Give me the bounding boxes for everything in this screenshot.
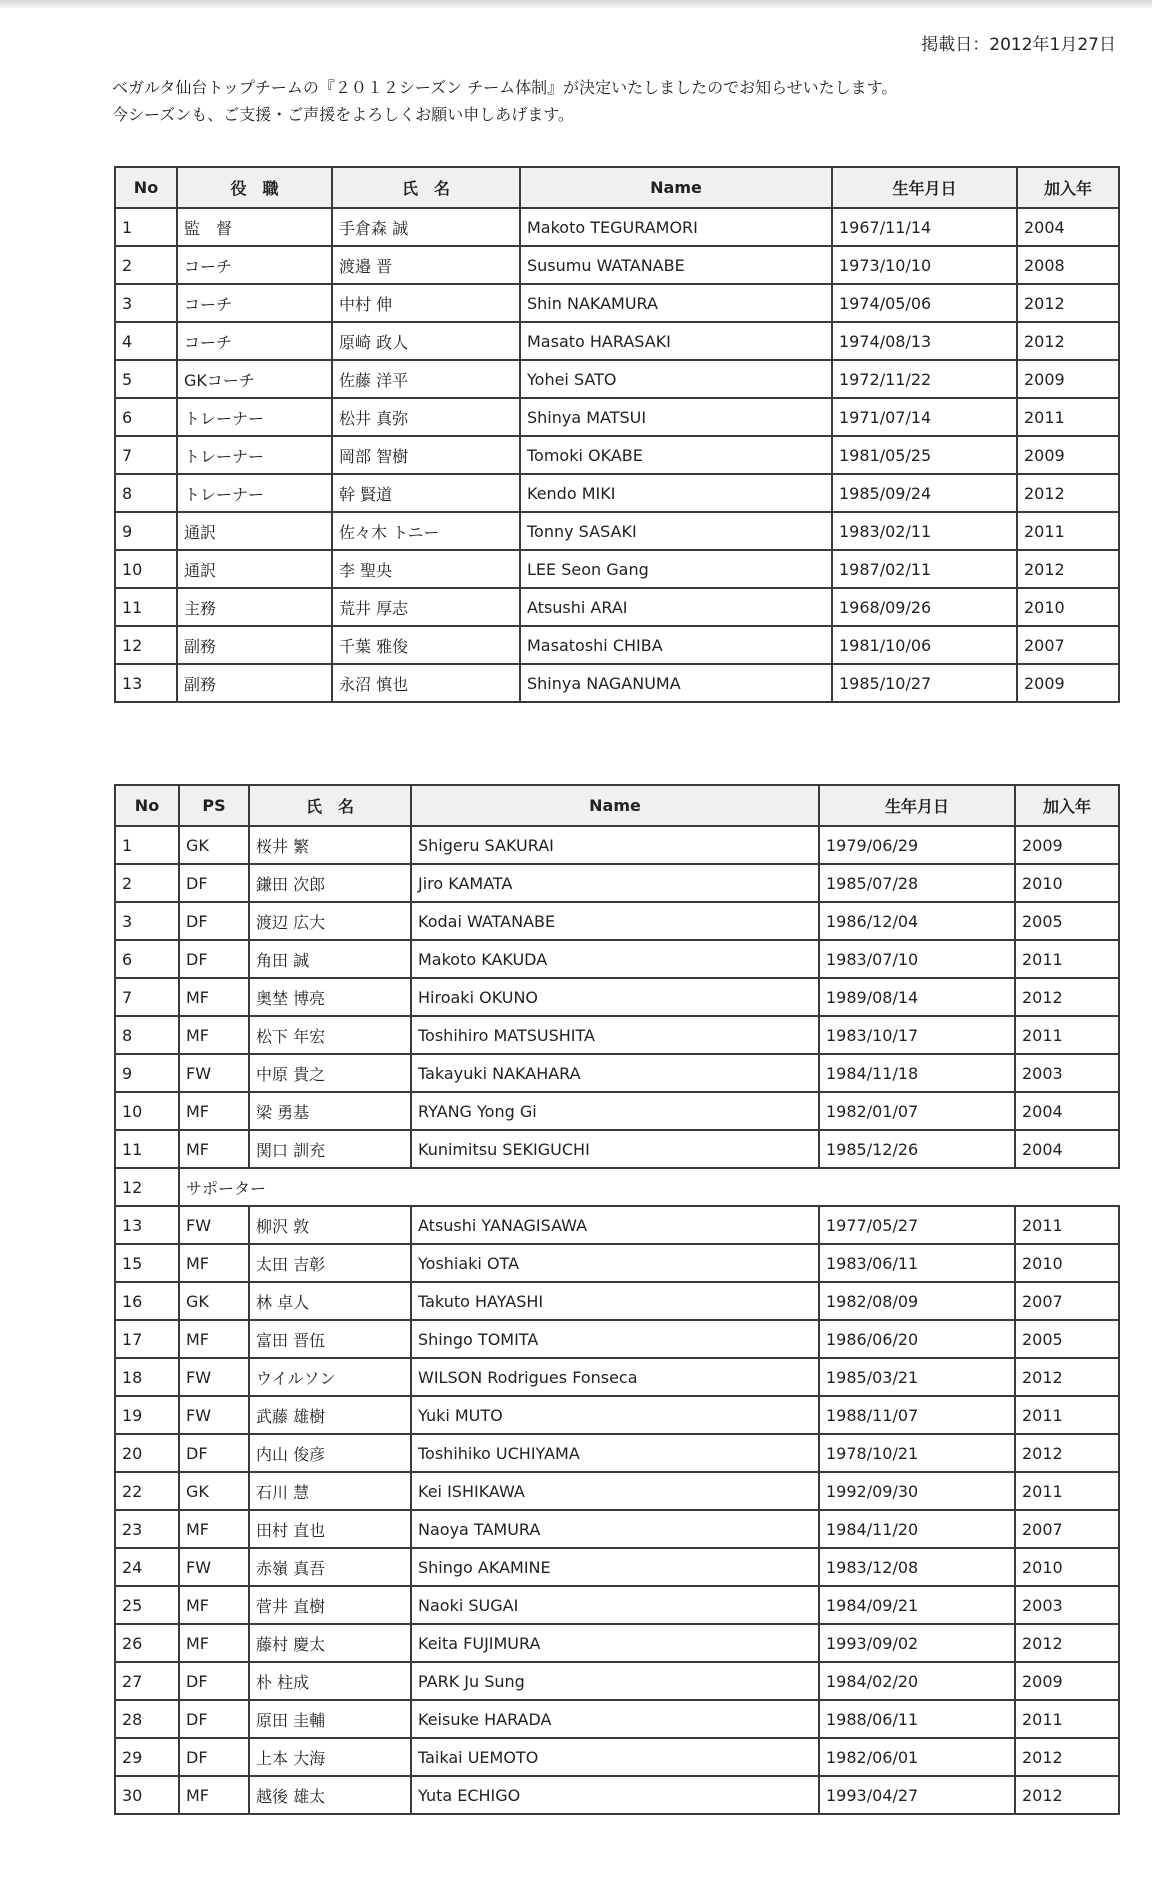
table-cell: MF [179,1776,249,1814]
table-cell: FW [179,1206,249,1244]
table-cell: Makoto KAKUDA [411,940,819,978]
table-cell: 2011 [1017,398,1119,436]
table-cell: 2003 [1015,1054,1119,1092]
table-row [115,1700,1119,1738]
table-cell: 1984/11/18 [819,1054,1015,1092]
table-row [115,1054,1119,1092]
table-cell: DF [179,902,249,940]
table-cell: MF [179,1320,249,1358]
table-cell: 10 [115,550,177,588]
table-cell: 原崎 政人 [332,322,520,360]
table-cell: DF [179,940,249,978]
table-cell: Shingo TOMITA [411,1320,819,1358]
table-cell: 2007 [1015,1282,1119,1320]
table-cell: 1977/05/27 [819,1206,1015,1244]
table-cell: 2010 [1015,1244,1119,1282]
table-cell: 2008 [1017,246,1119,284]
table-cell: Taikai UEMOTO [411,1738,819,1776]
column-header: PS [179,785,249,826]
table-cell: Toshihiro MATSUSHITA [411,1016,819,1054]
table-cell: 鎌田 次郎 [249,864,411,902]
table-cell: 副務 [177,664,332,702]
table-cell: 29 [115,1738,179,1776]
table-cell: Hiroaki OKUNO [411,978,819,1016]
table-cell: 1985/03/21 [819,1358,1015,1396]
table-cell: 7 [115,978,179,1016]
table-cell: 2 [115,864,179,902]
table-cell: 13 [115,664,177,702]
table-cell: Toshihiko UCHIYAMA [411,1434,819,1472]
table-cell: 2005 [1015,1320,1119,1358]
table-cell: 赤嶺 真吾 [249,1548,411,1586]
table-cell: Tomoki OKABE [520,436,832,474]
column-header: 役 職 [177,167,332,208]
intro-text [112,74,897,128]
staff-table-body [115,208,1119,702]
table-cell: 2009 [1015,826,1119,864]
table-cell: Atsushi YANAGISAWA [411,1206,819,1244]
table-cell: Yohei SATO [520,360,832,398]
table-cell: 22 [115,1472,179,1510]
table-row [115,902,1119,940]
players-header-row [115,785,1119,826]
table-row [115,360,1119,398]
table-cell: Jiro KAMATA [411,864,819,902]
table-cell: 24 [115,1548,179,1586]
table-cell: 1972/11/22 [832,360,1017,398]
table-cell: Tonny SASAKI [520,512,832,550]
table-cell: 1993/04/27 [819,1776,1015,1814]
table-cell: LEE Seon Gang [520,550,832,588]
table-cell: 1983/07/10 [819,940,1015,978]
table-cell: 12 [115,626,177,664]
table-cell: 3 [115,902,179,940]
table-cell: 越後 雄太 [249,1776,411,1814]
table-cell: 1985/07/28 [819,864,1015,902]
table-cell: 1984/09/21 [819,1586,1015,1624]
table-cell: 2009 [1015,1662,1119,1700]
table-cell: サポーター [179,1168,1119,1206]
table-cell: 朴 柱成 [249,1662,411,1700]
table-cell: 1993/09/02 [819,1624,1015,1662]
staff-table [114,166,1120,703]
staff-header-row [115,167,1119,208]
table-cell: 2010 [1015,864,1119,902]
table-cell: 桜井 繁 [249,826,411,864]
table-cell: 1978/10/21 [819,1434,1015,1472]
table-cell: コーチ [177,322,332,360]
table-cell: トレーナー [177,436,332,474]
table-cell: Masato HARASAKI [520,322,832,360]
table-cell: DF [179,1738,249,1776]
table-cell: 6 [115,940,179,978]
table-cell: トレーナー [177,398,332,436]
table-cell: Shinya MATSUI [520,398,832,436]
table-cell: 1971/07/14 [832,398,1017,436]
table-row [115,1662,1119,1700]
table-cell: トレーナー [177,474,332,512]
table-cell: コーチ [177,284,332,322]
table-row [115,1510,1119,1548]
table-cell: 2005 [1015,902,1119,940]
table-cell: 武藤 雄樹 [249,1396,411,1434]
table-cell: 通訳 [177,550,332,588]
table-cell: 9 [115,512,177,550]
table-cell: MF [179,1510,249,1548]
table-row [115,512,1119,550]
table-cell: 1974/08/13 [832,322,1017,360]
table-cell: 30 [115,1776,179,1814]
table-row [115,322,1119,360]
table-cell: 奥埜 博亮 [249,978,411,1016]
table-cell: 中村 伸 [332,284,520,322]
table-row [115,1320,1119,1358]
table-cell: 2012 [1015,1776,1119,1814]
table-cell: 1984/02/20 [819,1662,1015,1700]
table-cell: 1987/02/11 [832,550,1017,588]
players-table-body [115,826,1119,1814]
table-cell: MF [179,1092,249,1130]
table-row [115,1358,1119,1396]
table-cell: 27 [115,1662,179,1700]
table-cell: WILSON Rodrigues Fonseca [411,1358,819,1396]
table-cell: 5 [115,360,177,398]
table-cell: DF [179,864,249,902]
table-cell: 2003 [1015,1586,1119,1624]
table-row [115,1396,1119,1434]
table-row [115,588,1119,626]
table-cell: Kodai WATANABE [411,902,819,940]
table-cell: GKコーチ [177,360,332,398]
table-cell: FW [179,1358,249,1396]
table-cell: Shigeru SAKURAI [411,826,819,864]
column-header: Name [411,785,819,826]
table-cell: 永沼 慎也 [332,664,520,702]
table-cell: 李 聖央 [332,550,520,588]
table-cell: RYANG Yong Gi [411,1092,819,1130]
table-cell: 2012 [1015,1624,1119,1662]
table-cell: MF [179,1624,249,1662]
table-cell: 2012 [1017,284,1119,322]
table-cell: Shinya NAGANUMA [520,664,832,702]
table-cell: 4 [115,322,177,360]
table-cell: 主務 [177,588,332,626]
table-row [115,1548,1119,1586]
table-cell: 1979/06/29 [819,826,1015,864]
table-cell: 12 [115,1168,179,1206]
table-row [115,664,1119,702]
table-cell: MF [179,1130,249,1168]
table-cell: 関口 訓充 [249,1130,411,1168]
table-cell: 林 卓人 [249,1282,411,1320]
table-cell: 2004 [1015,1130,1119,1168]
table-cell: 2012 [1017,322,1119,360]
table-cell: 2011 [1015,1472,1119,1510]
table-row [115,626,1119,664]
table-cell: 2012 [1015,1738,1119,1776]
table-cell: 1985/10/27 [832,664,1017,702]
table-cell: 中原 貴之 [249,1054,411,1092]
table-cell: Keita FUJIMURA [411,1624,819,1662]
table-cell: 太田 吉彰 [249,1244,411,1282]
table-cell: 11 [115,1130,179,1168]
table-cell: 1983/06/11 [819,1244,1015,1282]
table-cell: 2009 [1017,360,1119,398]
column-header: 生年月日 [832,167,1017,208]
column-header: Name [520,167,832,208]
column-header: No [115,785,179,826]
table-cell: Kendo MIKI [520,474,832,512]
table-cell: MF [179,978,249,1016]
table-cell: 梁 勇基 [249,1092,411,1130]
table-cell: 2011 [1015,1016,1119,1054]
table-row [115,436,1119,474]
table-cell: PARK Ju Sung [411,1662,819,1700]
table-cell: 副務 [177,626,332,664]
table-row [115,1244,1119,1282]
table-cell: Yuta ECHIGO [411,1776,819,1814]
table-cell: 藤村 慶太 [249,1624,411,1662]
table-cell: 佐々木 トニー [332,512,520,550]
table-row [115,1586,1119,1624]
table-cell: DF [179,1700,249,1738]
table-cell: FW [179,1396,249,1434]
table-cell: Makoto TEGURAMORI [520,208,832,246]
table-cell: 角田 誠 [249,940,411,978]
table-cell: 石川 慧 [249,1472,411,1510]
table-cell: Takayuki NAKAHARA [411,1054,819,1092]
table-cell: 16 [115,1282,179,1320]
table-cell: 2009 [1017,436,1119,474]
table-cell: 1992/09/30 [819,1472,1015,1510]
table-cell: 1968/09/26 [832,588,1017,626]
table-cell: 松井 真弥 [332,398,520,436]
table-cell: Keisuke HARADA [411,1700,819,1738]
table-cell: 上本 大海 [249,1738,411,1776]
table-cell: FW [179,1548,249,1586]
table-cell: 手倉森 誠 [332,208,520,246]
table-cell: 2012 [1017,474,1119,512]
table-cell: 1989/08/14 [819,978,1015,1016]
table-row [115,1282,1119,1320]
table-cell: 2012 [1017,550,1119,588]
table-cell: 渡邉 晋 [332,246,520,284]
table-cell: Kei ISHIKAWA [411,1472,819,1510]
table-cell: 岡部 智樹 [332,436,520,474]
table-cell: 11 [115,588,177,626]
table-cell: 2004 [1017,208,1119,246]
table-cell: 2012 [1015,978,1119,1016]
table-cell: 佐藤 洋平 [332,360,520,398]
publish-date: 掲載日：2012年1月27日 [921,35,1116,55]
table-cell: 2011 [1015,1206,1119,1244]
table-cell: 1 [115,208,177,246]
table-cell: 1981/05/25 [832,436,1017,474]
top-border [0,0,1152,8]
table-cell: 2012 [1015,1358,1119,1396]
table-cell: 幹 賢道 [332,474,520,512]
table-cell: Shingo AKAMINE [411,1548,819,1586]
table-cell: DF [179,1662,249,1700]
table-cell: MF [179,1016,249,1054]
table-cell: 1986/06/20 [819,1320,1015,1358]
table-row [115,398,1119,436]
table-cell: 柳沢 敦 [249,1206,411,1244]
table-cell: 2004 [1015,1092,1119,1130]
table-cell: 23 [115,1510,179,1548]
table-cell: GK [179,1282,249,1320]
intro-line: 今シーズンも、ご支援・ご声援をよろしくお願い申しあげます。 [112,105,574,124]
table-cell: 富田 晋伍 [249,1320,411,1358]
table-row [115,284,1119,322]
table-row [115,1168,1119,1206]
table-cell: 1 [115,826,179,864]
table-cell: 3 [115,284,177,322]
table-cell: 13 [115,1206,179,1244]
table-row [115,208,1119,246]
table-cell: Yoshiaki OTA [411,1244,819,1282]
table-cell: 26 [115,1624,179,1662]
table-row [115,978,1119,1016]
table-cell: Atsushi ARAI [520,588,832,626]
table-cell: 8 [115,474,177,512]
table-cell: 松下 年宏 [249,1016,411,1054]
table-row [115,550,1119,588]
table-cell: 1984/11/20 [819,1510,1015,1548]
table-cell: 17 [115,1320,179,1358]
table-cell: Susumu WATANABE [520,246,832,284]
table-row [115,1434,1119,1472]
table-cell: 20 [115,1434,179,1472]
table-cell: 1982/06/01 [819,1738,1015,1776]
column-header: 加入年 [1017,167,1119,208]
table-cell: 1985/09/24 [832,474,1017,512]
table-cell: コーチ [177,246,332,284]
table-row [115,1206,1119,1244]
table-cell: GK [179,826,249,864]
table-row [115,940,1119,978]
table-cell: 1983/02/11 [832,512,1017,550]
table-row [115,246,1119,284]
table-cell: 6 [115,398,177,436]
table-cell: Shin NAKAMURA [520,284,832,322]
table-cell: MF [179,1586,249,1624]
table-cell: ウイルソン [249,1358,411,1396]
table-row [115,474,1119,512]
table-cell: 1967/11/14 [832,208,1017,246]
column-header: 生年月日 [819,785,1015,826]
table-cell: 1973/10/10 [832,246,1017,284]
table-cell: 28 [115,1700,179,1738]
column-header: 加入年 [1015,785,1119,826]
table-cell: 1988/06/11 [819,1700,1015,1738]
table-cell: 15 [115,1244,179,1282]
table-cell: 1983/10/17 [819,1016,1015,1054]
table-cell: 田村 直也 [249,1510,411,1548]
table-cell: 2007 [1017,626,1119,664]
table-row [115,826,1119,864]
table-cell: 1986/12/04 [819,902,1015,940]
table-row [115,1624,1119,1662]
table-cell: 1981/10/06 [832,626,1017,664]
table-cell: 原田 圭輔 [249,1700,411,1738]
table-cell: 18 [115,1358,179,1396]
table-row [115,1738,1119,1776]
table-cell: 7 [115,436,177,474]
table-cell: 2010 [1015,1548,1119,1586]
table-cell: 1983/12/08 [819,1548,1015,1586]
table-cell: 2 [115,246,177,284]
table-cell: 千葉 雅俊 [332,626,520,664]
table-cell: MF [179,1244,249,1282]
table-cell: 2009 [1017,664,1119,702]
table-cell: Kunimitsu SEKIGUCHI [411,1130,819,1168]
table-cell: 8 [115,1016,179,1054]
column-header: 氏 名 [249,785,411,826]
table-cell: 菅井 直樹 [249,1586,411,1624]
table-cell: DF [179,1434,249,1472]
table-cell: 2011 [1015,940,1119,978]
table-cell: Naoki SUGAI [411,1586,819,1624]
table-cell: 荒井 厚志 [332,588,520,626]
table-cell: 内山 俊彦 [249,1434,411,1472]
table-cell: GK [179,1472,249,1510]
table-cell: 9 [115,1054,179,1092]
table-cell: Naoya TAMURA [411,1510,819,1548]
table-cell: 通訳 [177,512,332,550]
table-row [115,864,1119,902]
table-cell: 1982/01/07 [819,1092,1015,1130]
table-cell: Yuki MUTO [411,1396,819,1434]
table-cell: 10 [115,1092,179,1130]
table-cell: 渡辺 広大 [249,902,411,940]
table-cell: Masatoshi CHIBA [520,626,832,664]
column-header: 氏 名 [332,167,520,208]
table-cell: 1985/12/26 [819,1130,1015,1168]
table-row [115,1472,1119,1510]
table-cell: 2010 [1017,588,1119,626]
column-header: No [115,167,177,208]
table-cell: 25 [115,1586,179,1624]
table-row [115,1776,1119,1814]
table-cell: Takuto HAYASHI [411,1282,819,1320]
table-cell: 1982/08/09 [819,1282,1015,1320]
table-cell: 1974/05/06 [832,284,1017,322]
table-cell: FW [179,1054,249,1092]
table-cell: 2011 [1015,1396,1119,1434]
players-table [114,784,1120,1815]
table-cell: 2011 [1017,512,1119,550]
intro-line: ベガルタ仙台トップチームの『２０１２シーズン チーム体制』が決定いたしましたのでお知らせいたします。 [112,78,898,97]
table-cell: 2012 [1015,1434,1119,1472]
table-row [115,1130,1119,1168]
table-cell: 監 督 [177,208,332,246]
table-cell: 19 [115,1396,179,1434]
table-cell: 2011 [1015,1700,1119,1738]
table-row [115,1016,1119,1054]
table-cell: 2007 [1015,1510,1119,1548]
table-row [115,1092,1119,1130]
table-cell: 1988/11/07 [819,1396,1015,1434]
